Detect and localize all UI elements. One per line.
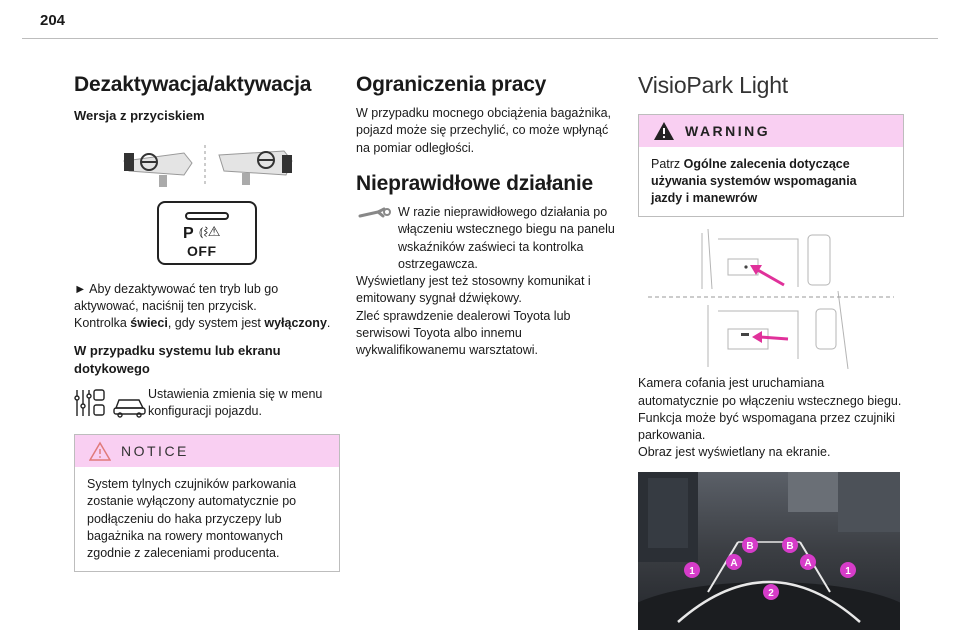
svg-text:2: 2 <box>768 587 774 599</box>
subtitle-button-version: Wersja z przyciskiem <box>74 108 205 124</box>
steering-wheel-right-icon <box>219 151 292 185</box>
warning-triangle-icon <box>653 121 675 141</box>
car-icon <box>114 400 145 417</box>
camera-marker-a-right <box>800 554 816 570</box>
column-limitations <box>356 66 624 359</box>
section-title-malfunction: Nieprawidłowe działanie <box>356 171 593 195</box>
section-title-visiopark: VisioPark Light <box>638 72 788 98</box>
limitations-text: W przypadku mocnego obciążenia bagażnika, pojazd może się przechylić, co może wpłynąć na pomiar odległości. <box>356 106 612 155</box>
indicator-lamp-icon <box>185 212 229 220</box>
malfunction-text-c: Zleć sprawdzenie dealerowi Toyota lub serwisowi Toyota albo innemu wykwalifikowanemu warsztatowi. <box>356 308 571 358</box>
parking-p-icon: P <box>183 224 194 242</box>
rear-camera-view-image <box>638 472 900 630</box>
warning-box <box>638 114 904 218</box>
rear-camera-location-illustration <box>638 229 904 369</box>
steering-wheel-left-icon <box>124 153 192 187</box>
svg-text:B: B <box>746 540 754 552</box>
settings-text: Ustawienia zmienia się w menu konfiguracji pojazdu. <box>148 386 323 418</box>
park-assist-off-button-icon <box>157 201 257 265</box>
camera-marker-1-right <box>840 562 856 578</box>
settings-icon-row <box>74 386 340 421</box>
warning-label: WARNING <box>685 122 771 139</box>
section-title-limitations: Ograniczenia pracy <box>356 73 547 96</box>
svg-text:A: A <box>730 557 738 569</box>
sensor-wave-icon: ⦅⌇⚠ <box>199 223 220 239</box>
notice-body: System tylnych czujników parkowania zostanie wyłączony automatycznie po podłączeniu do haka przyczepy lub bagażnika na rowery montowanych zgodnie z zaleceniami producenta. <box>87 477 297 561</box>
steering-wheel-illustration <box>74 133 340 193</box>
settings-icons <box>74 386 148 420</box>
subheading-touchscreen: W przypadku systemu lub ekranu dotykowego <box>74 343 281 377</box>
notice-box <box>74 434 340 572</box>
svg-text:1: 1 <box>689 565 695 577</box>
notice-header <box>75 435 339 467</box>
camera-marker-b-right <box>782 537 798 553</box>
svg-text:A: A <box>804 557 812 569</box>
camera-text-1: Kamera cofania jest uruchamiana automatycznie po włączeniu wstecznego biegu. <box>638 376 902 408</box>
camera-text-2: Funkcja może być wspomagana przez czujniki parkowania. <box>638 410 896 443</box>
wrench-icon <box>356 206 394 222</box>
camera-marker-a-left <box>726 554 742 570</box>
column-deactivation <box>74 66 340 572</box>
malfunction-row <box>356 204 624 273</box>
notice-warning-triangle-icon <box>89 441 111 461</box>
svg-text:1: 1 <box>845 565 851 577</box>
warning-header <box>639 115 903 147</box>
column-visiopark <box>638 66 904 630</box>
warning-body: Patrz Ogólne zalecenia dotyczące używania systemów wspomagania jazdy i manewrów <box>651 156 857 206</box>
settings-menu-icon <box>75 390 104 416</box>
svg-text:B: B <box>786 540 794 552</box>
camera-marker-b-left <box>742 537 758 553</box>
section-title-deactivation: Dezaktywacja/aktywacja <box>74 73 312 96</box>
camera-marker-2 <box>763 584 779 600</box>
camera-marker-1-left <box>684 562 700 578</box>
malfunction-text-a: W razie nieprawidłowego działania po włączeniu wstecznego biegu na panelu wskaźników zaświeci ta kontrolka ostrzegawcza. <box>398 205 615 271</box>
header-divider <box>22 38 938 39</box>
camera-arrow-bottom <box>752 331 788 343</box>
off-label: OFF <box>187 242 217 259</box>
malfunction-text-b: Wyświetlany jest też stosowny komunikat i emitowany sygnał dźwiękowy. <box>356 274 591 306</box>
notice-label: NOTICE <box>121 443 189 460</box>
camera-text-3: Obraz jest wyświetlany na ekranie. <box>638 445 831 460</box>
page-number: 204 <box>40 12 66 29</box>
indicator-status-text: Kontrolka świeci, gdy system jest wyłączony. <box>74 316 331 331</box>
instruction-toggle: ► Aby dezaktywować ten tryb lub go aktywować, naciśnij ten przycisk. <box>74 281 279 313</box>
